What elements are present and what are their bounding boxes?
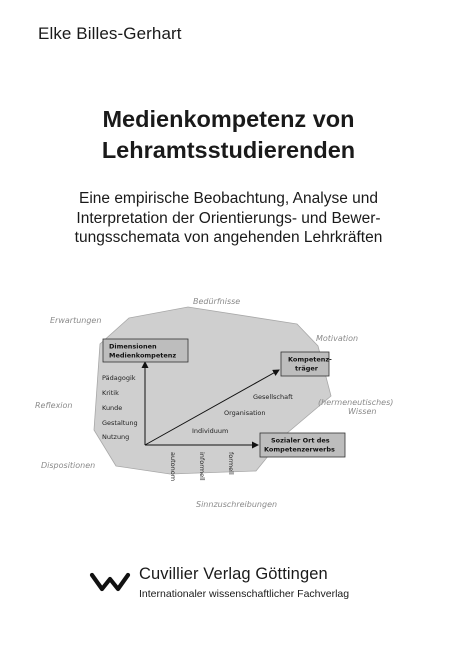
publisher-name: Cuvillier Verlag Göttingen (139, 565, 328, 583)
box-sozialer-ort-line1: Sozialer Ort des (271, 436, 330, 445)
publisher-tagline: Internationaler wissenschaftlicher Fachverlag (139, 588, 350, 600)
title-line-1: Medienkompetenz von (102, 106, 355, 132)
subtitle-line-3: tungsschemata von angehenden Lehrkräften (74, 229, 383, 246)
subtitle-line-1: Eine empirische Beobachtung, Analyse und (78, 190, 378, 207)
ort-item: autonom (169, 452, 177, 482)
cuvillier-logo-icon (89, 571, 131, 593)
label-motivation: Motivation (316, 334, 359, 343)
box-kompetenztraeger-line2: träger (295, 364, 318, 373)
book-title (0, 104, 457, 166)
label-erwartungen: Erwartungen (50, 316, 102, 325)
label-reflexion: Reflexion (35, 401, 73, 410)
ort-item: informell (198, 452, 206, 481)
label-beduerfnisse: Bedürfnisse (193, 297, 241, 306)
traeger-item: Organisation (224, 409, 266, 417)
dimension-item: Gestaltung (102, 419, 138, 427)
author-name: Elke Billes-Gerhart (38, 24, 182, 43)
label-dispositionen: Dispositionen (41, 461, 96, 470)
title-line-2: Lehramtsstudierenden (101, 137, 356, 163)
ort-item: formell (227, 452, 235, 475)
box-dimensionen-line2: Medienkompetenz (109, 351, 177, 360)
cover-diagram (0, 288, 457, 520)
label-sinnzuschreibungen: Sinnzuschreibungen (196, 500, 278, 509)
dimension-item: Kritik (102, 389, 119, 397)
dimension-item: Nutzung (102, 433, 130, 441)
box-kompetenztraeger-line1: Kompetenz- (288, 355, 332, 364)
label-wissen-line1: (hermeneutisches) (318, 398, 394, 407)
subtitle-line-2: Interpretation der Orientierungs- und Bewer- (76, 209, 381, 227)
dimension-item: Kunde (102, 404, 123, 412)
book-subtitle (0, 189, 457, 248)
box-sozialer-ort-line2: Kompetenzerwerbs (264, 445, 335, 454)
label-wissen-line2: Wissen (348, 407, 377, 416)
box-dimensionen-line1: Dimensionen (109, 342, 157, 351)
dimension-item: Pädagogik (102, 374, 136, 382)
traeger-item: Individuum (192, 427, 229, 435)
traeger-item: Gesellschaft (253, 393, 293, 401)
